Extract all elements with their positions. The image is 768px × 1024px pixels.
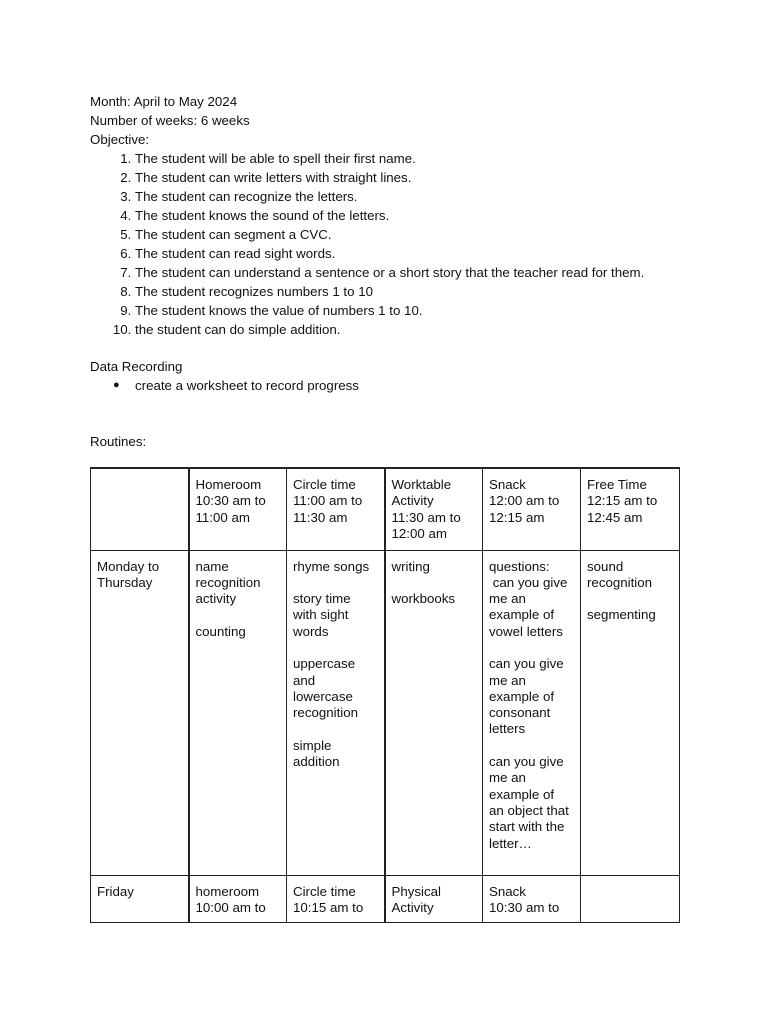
table-cell: Homeroom 10:30 am to 11:00 am — [189, 468, 287, 550]
table-cell: questions: can you give me an example of vowel letters can you give me an example of consonant letters can you give me an example of an object that start with the letter… — [483, 550, 581, 875]
table-cell: rhyme songs story time with sight words uppercase and lowercase recognition simple addition — [287, 550, 385, 875]
objective-item: 6. The student can read sight words. — [135, 244, 690, 263]
table-cell: name recognition activity counting — [189, 550, 287, 875]
bullet-icon: ● — [113, 379, 120, 391]
objective-item: 4. The student knows the sound of the letters. — [135, 206, 690, 225]
table-row — [91, 875, 680, 923]
table-cell: Monday to Thursday — [91, 550, 189, 875]
table-cell: Circle time 11:00 am to 11:30 am — [287, 468, 385, 550]
weeks-line: Number of weeks: 6 weeks — [90, 113, 250, 128]
table-header-row — [91, 468, 680, 550]
objective-item: 3. The student can recognize the letters. — [135, 187, 690, 206]
table-cell — [581, 875, 680, 923]
table-cell: Snack 12:00 am to 12:15 am — [483, 468, 581, 550]
data-recording-label: Data Recording — [90, 359, 183, 374]
objective-item: 2. The student can write letters with straight lines. — [135, 168, 690, 187]
table-cell: homeroom 10:00 am to — [189, 875, 287, 923]
table-cell: Free Time 12:15 am to 12:45 am — [581, 468, 680, 550]
objective-item: 8. The student recognizes numbers 1 to 10 — [135, 282, 690, 301]
data-recording-item — [113, 376, 690, 395]
table-cell: Snack 10:30 am to — [483, 875, 581, 923]
data-recording-list — [90, 376, 690, 395]
objective-item: 7. The student can understand a sentence or a short story that the teacher read for them. — [135, 263, 690, 282]
month-line: Month: April to May 2024 — [90, 94, 238, 109]
table-cell: writing workbooks — [385, 550, 483, 875]
routines-label: Routines: — [90, 434, 147, 449]
table-cell: sound recognition segmenting — [581, 550, 680, 875]
objective-label: Objective: — [90, 132, 150, 147]
objective-item: 5. The student can segment a CVC. — [135, 225, 690, 244]
table-cell: Friday — [91, 875, 189, 923]
objectives-list — [90, 149, 690, 339]
table-cell: Worktable Activity 11:30 am to 12:00 am — [385, 468, 483, 550]
table-cell: Circle time 10:15 am to — [287, 875, 385, 923]
objective-item: 10. the student can do simple addition. — [135, 320, 690, 339]
table-cell: Physical Activity — [385, 875, 483, 923]
document-body — [90, 92, 690, 451]
routines-table — [90, 467, 680, 923]
objective-item: 9. The student knows the value of numbers 1 to 10. — [135, 301, 690, 320]
data-recording-text: create a worksheet to record progress — [135, 378, 359, 393]
table-cell — [91, 468, 189, 550]
table-row — [91, 550, 680, 875]
objective-item: 1. The student will be able to spell their first name. — [135, 149, 690, 168]
